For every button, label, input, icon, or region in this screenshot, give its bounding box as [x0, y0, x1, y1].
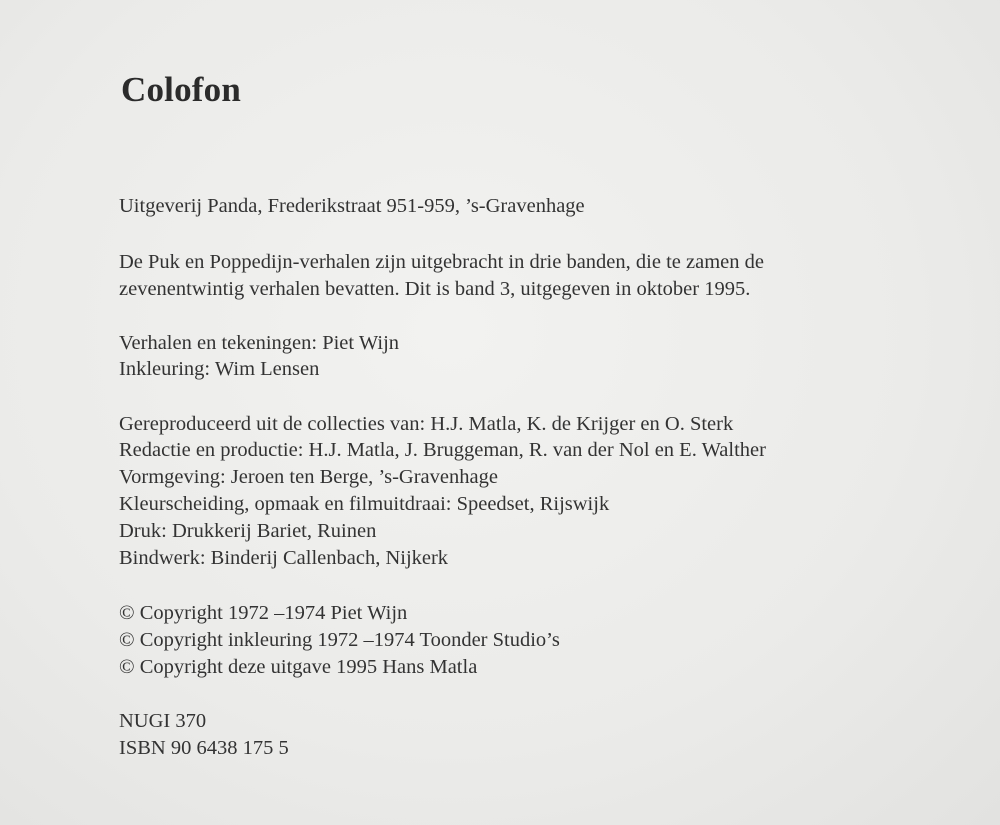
production-line: Druk: Drukkerij Bariet, Ruinen — [119, 520, 377, 542]
production-line: Redactie en productie: H.J. Matla, J. Bruggeman, R. van der Nol en E. Walther — [119, 439, 766, 461]
page-title: Colofon — [121, 70, 242, 109]
production-line: Gereproduceerd uit de collecties van: H.J. Matla, K. de Krijger en O. Sterk — [119, 413, 734, 435]
publisher-line: Uitgeverij Panda, Frederikstraat 951-959, ’s-Gravenhage — [119, 195, 585, 217]
nugi-code: NUGI 370 — [119, 710, 207, 732]
intro-line: De Puk en Poppedijn-verhalen zijn uitgebracht in drie banden, die te zamen de — [119, 251, 764, 273]
copyright-line: © Copyright 1972 –1974 Piet Wijn — [119, 602, 408, 624]
credits-line: Inkleuring: Wim Lensen — [119, 358, 320, 380]
production-line: Bindwerk: Binderij Callenbach, Nijkerk — [119, 547, 449, 569]
production-line: Vormgeving: Jeroen ten Berge, ’s-Gravenhage — [119, 466, 498, 488]
production-line: Kleurscheiding, opmaak en filmuitdraai: Speedset, Rijswijk — [119, 493, 610, 515]
copyright-line: © Copyright deze uitgave 1995 Hans Matla — [119, 656, 478, 678]
intro-line: zevenentwintig verhalen bevatten. Dit is band 3, uitgegeven in oktober 1995. — [119, 278, 751, 300]
copyright-line: © Copyright inkleuring 1972 –1974 Toonder Studio’s — [119, 629, 560, 651]
credits-line: Verhalen en tekeningen: Piet Wijn — [119, 332, 400, 354]
isbn-code: ISBN 90 6438 175 5 — [119, 737, 289, 759]
